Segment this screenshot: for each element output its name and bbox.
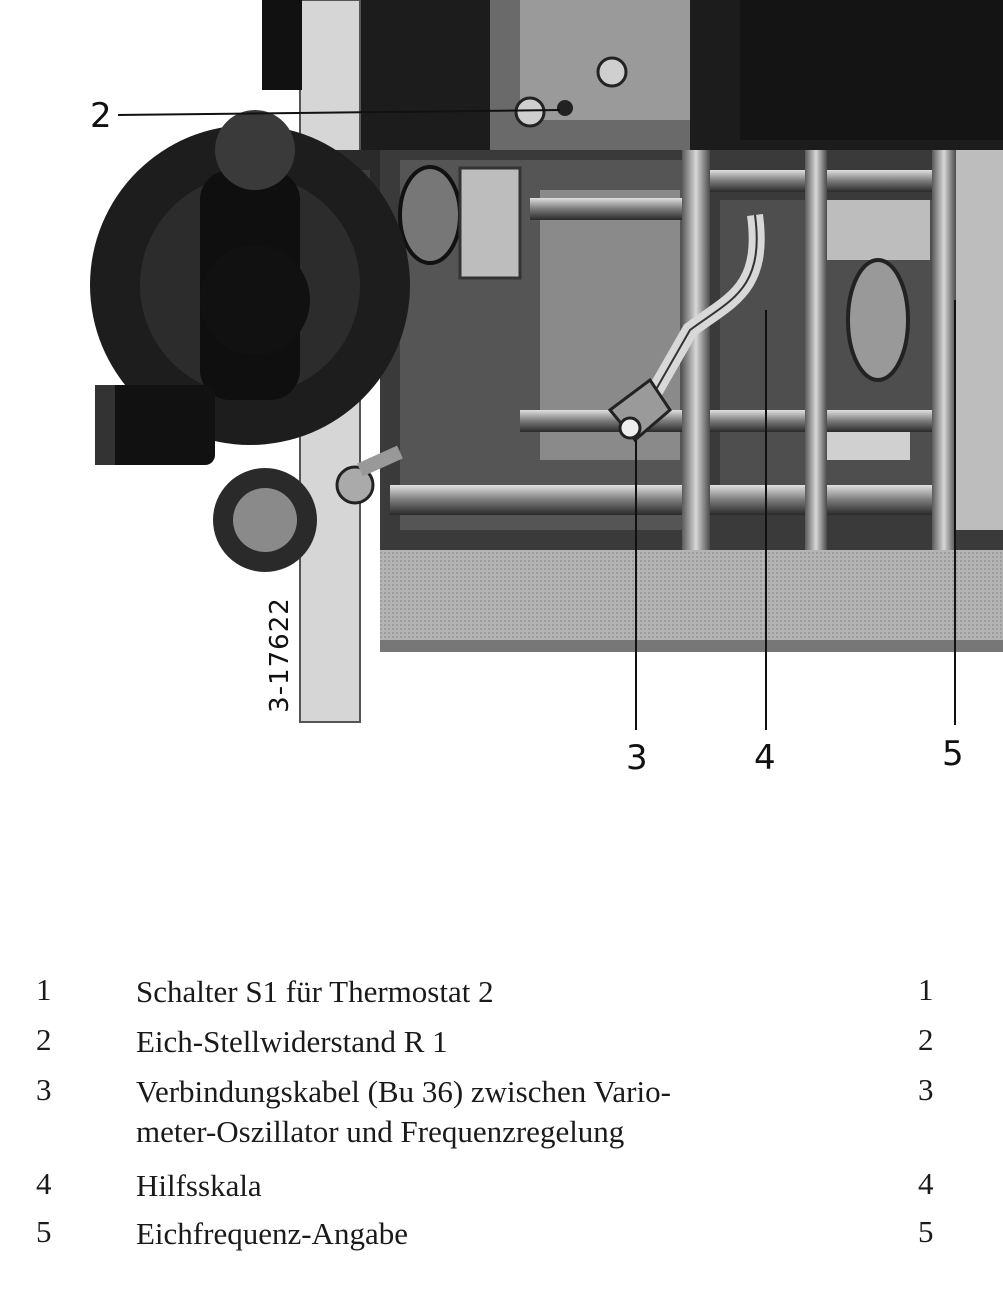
callout-label-4: 4: [754, 738, 776, 778]
callout-label-2: 2: [90, 96, 112, 136]
legend-number: 3: [36, 1072, 52, 1107]
legend-item: [0, 1166, 1003, 1214]
photo-reference-number: 3-17622: [265, 597, 295, 713]
callout-label-3: 3: [626, 738, 648, 778]
legend-number: 1: [36, 972, 52, 1007]
legend-number-right: 1: [918, 972, 934, 1007]
legend-text: Eichfrequenz-Angabe: [136, 1216, 408, 1251]
legend-item: [0, 1072, 1003, 1162]
legend-item: [0, 972, 1003, 1020]
legend-number: 4: [36, 1166, 52, 1201]
callout-label-5: 5: [942, 734, 964, 774]
legend-text-line-1: Verbindungskabel (Bu 36) zwischen Vario-: [136, 1074, 671, 1109]
legend-number: 5: [36, 1214, 52, 1249]
legend-text: Schalter S1 für Thermostat 2: [136, 974, 494, 1009]
legend-text: Hilfsskala: [136, 1168, 262, 1203]
legend-item: [0, 1214, 1003, 1262]
legend-item: [0, 1022, 1003, 1070]
legend-number-right: 3: [918, 1072, 934, 1107]
legend-number-right: 2: [918, 1022, 934, 1057]
legend-number-right: 4: [918, 1166, 934, 1201]
legend-text: Eich-Stellwiderstand R 1: [136, 1024, 448, 1059]
legend-number: 2: [36, 1022, 52, 1057]
legend-number-right: 5: [918, 1214, 934, 1249]
legend-text-line-2: meter-Oszillator und Frequenzregelung: [136, 1114, 625, 1149]
